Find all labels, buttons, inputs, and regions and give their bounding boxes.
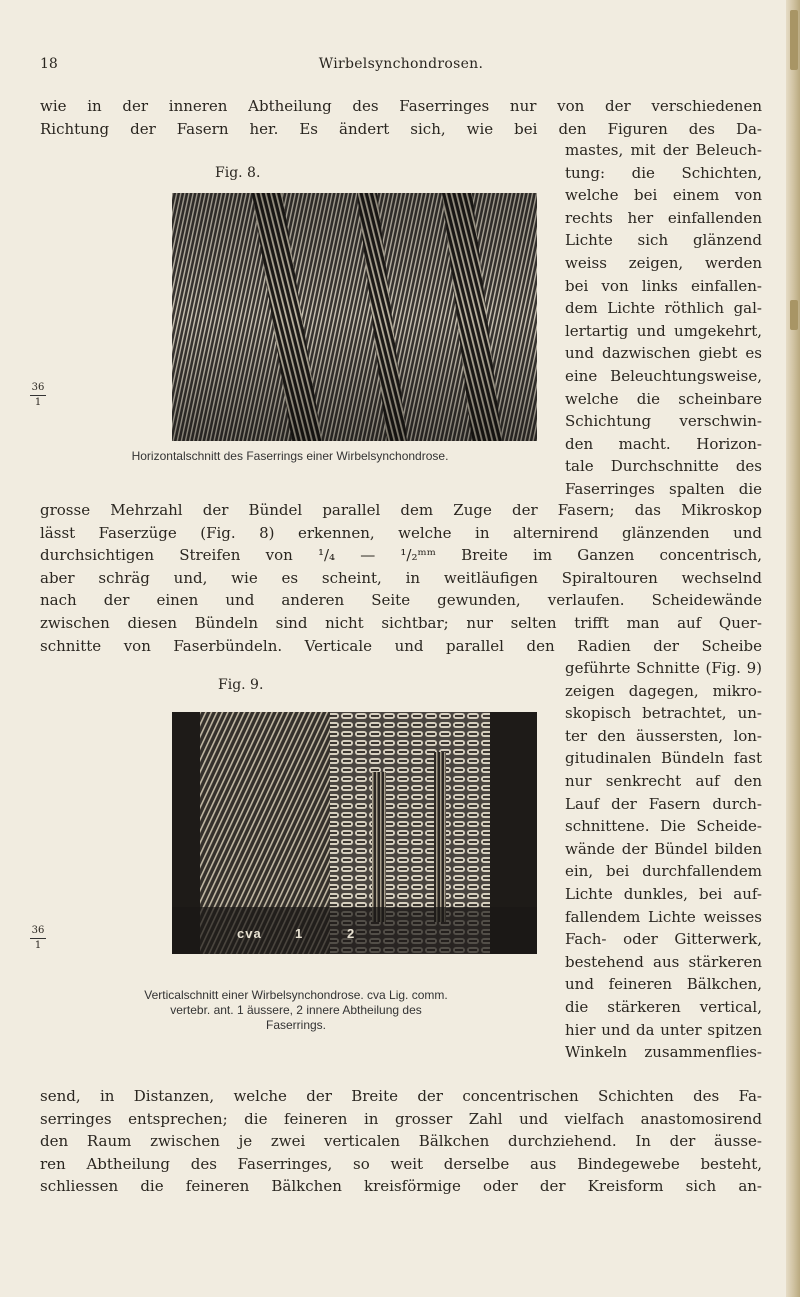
text-line: bei von links einfallen- [565,276,762,295]
text-line: gitudinalen Bündeln fast [565,749,762,768]
text-line: Lauf der Fasern durch- [565,794,762,813]
text-line: nach der einen und anderen Seite gewunden, verlaufen. Scheidewände [40,591,762,610]
caption-line: Faserrings. [265,1018,327,1032]
text-line: send, in Distanzen, welche der Breite der concentrischen Schichten des Fa- [40,1087,762,1105]
page-edge [786,0,800,1297]
fig8-caption: Horizontalschnitt des Faserrings einer Wirbelsynchondrose. [131,449,449,463]
text-line: geführte Schnitte (Fig. 9) [565,659,762,677]
text-line: aber schräg und, wie es scheint, in weitläufigen Spiraltouren wechselnd [40,568,762,587]
text-line: bestehend aus stärkeren [565,952,762,971]
fig8-scale-bottom: 1 [34,397,42,408]
text-line: nur senkrecht auf den [565,771,762,790]
text-line: die stärkeren vertical, [565,997,762,1016]
text-line: schnittene. Die Scheide- [565,817,762,836]
fig9-scale [30,925,46,952]
text-line: den macht. Horizon- [565,434,762,453]
text-line: Schichtung verschwin- [565,412,762,431]
bottom-paragraph [40,1085,762,1198]
text-line: mastes, mit der Beleuch- [565,141,762,159]
text-line: rechts her einfallenden [565,208,762,227]
text-line: welche die scheinbare [565,389,762,408]
text-line: und dazwischen giebt es [565,344,762,363]
text-line: Lichte dunkles, bei auf- [565,884,762,903]
top-paragraph [40,95,762,140]
text-line: tung: die Schichten, [565,163,762,182]
right-column-2 [565,657,762,1064]
text-line: und feineren Bälkchen, [565,975,762,994]
text-line: serringes entsprechen; die feineren in grosser Zahl und vielfach anastomosirend [40,1109,762,1128]
text-line: schliessen die feineren Bälkchen kreisförmige oder der Kreisform sich an- [40,1177,762,1196]
text-line: Fach- oder Gitterwerk, [565,930,762,949]
text-line: eine Beleuchtungsweise, [565,366,762,385]
text-line: lertartig und umgekehrt, [565,321,762,340]
text-line: durchsichtigen Streifen von ¹/₄ — ¹/₂ᵐᵐ Breite im Ganzen concentrisch, [40,546,762,565]
page-edge-mark [790,300,798,330]
fig9-image [172,712,537,954]
text-line: den Raum zwischen je zwei verticalen Bälkchen durchziehend. In der äusse- [40,1132,762,1151]
fig8-scale-top: 36 [31,382,45,393]
text-line: fallendem Lichte weisses [565,907,762,926]
fig8-scale [30,382,46,409]
right-column-1 [565,139,762,501]
text-line: schnitte von Faserbündeln. Verticale und parallel den Radien der Scheibe [40,636,762,655]
fig9-tag-1: 1 [295,926,304,941]
text-line: tale Durchschnitte des [565,457,762,476]
text-line: Faserringes spalten die [565,479,762,498]
text-line: ren Abtheilung des Faserringes, so weit derselbe aus Bindegewebe besteht, [40,1154,762,1173]
fig9-tag-2: 2 [347,926,356,941]
fig9-scale-top: 36 [31,925,45,936]
fig9-tag-cva: cva [237,926,262,941]
fig9-label: Fig. 9. [218,677,264,693]
fig8-label: Fig. 8. [215,165,261,181]
text-line: Lichte sich glänzend [565,231,762,250]
text-line: welche bei einem von [565,186,762,205]
text-line: Winkeln zusammenflies- [565,1043,762,1062]
page-number: 18 [40,56,58,72]
text-line: grosse Mehrzahl der Bündel parallel dem Zuge der Fasern; das Mikroskop [40,501,762,519]
fig9-scale-bottom: 1 [34,940,42,951]
fig8-image [172,193,537,441]
fig9-caption [40,988,552,1033]
page-header [40,56,762,80]
running-head: Wirbelsynchondrosen. [318,56,484,72]
text-line: weiss zeigen, werden [565,253,762,272]
text-line: dem Lichte röthlich gal- [565,299,762,318]
text-line: ein, bei durchfallendem [565,862,762,881]
text-line: Richtung der Fasern her. Es ändert sich, wie bei den Figuren des Da- [40,119,762,138]
text-line: wie in der inneren Abtheilung des Faserringes nur von der verschiedenen [40,97,762,115]
caption-line: vertebr. ant. 1 äussere, 2 innere Abtheilung des [170,1003,422,1017]
caption-line: Verticalschnitt einer Wirbelsynchondrose. cva Lig. comm. [144,988,448,1002]
text-line: wände der Bündel bilden [565,839,762,858]
text-line: zwischen diesen Bündeln sind nicht sichtbar; nur selten trifft man auf Quer- [40,613,762,632]
text-line: hier und da unter spitzen [565,1020,762,1039]
middle-paragraph [40,499,762,657]
text-line: lässt Faserzüge (Fig. 8) erkennen, welche in alternirend glänzenden und [40,523,762,542]
text-line: ter den äussersten, lon- [565,726,762,745]
text-line: zeigen dagegen, mikro- [565,681,762,700]
fig9-micrograph [172,712,537,954]
page-edge-mark [790,10,798,70]
fig8-micrograph [172,193,537,441]
text-line: skopisch betrachtet, un- [565,704,762,723]
